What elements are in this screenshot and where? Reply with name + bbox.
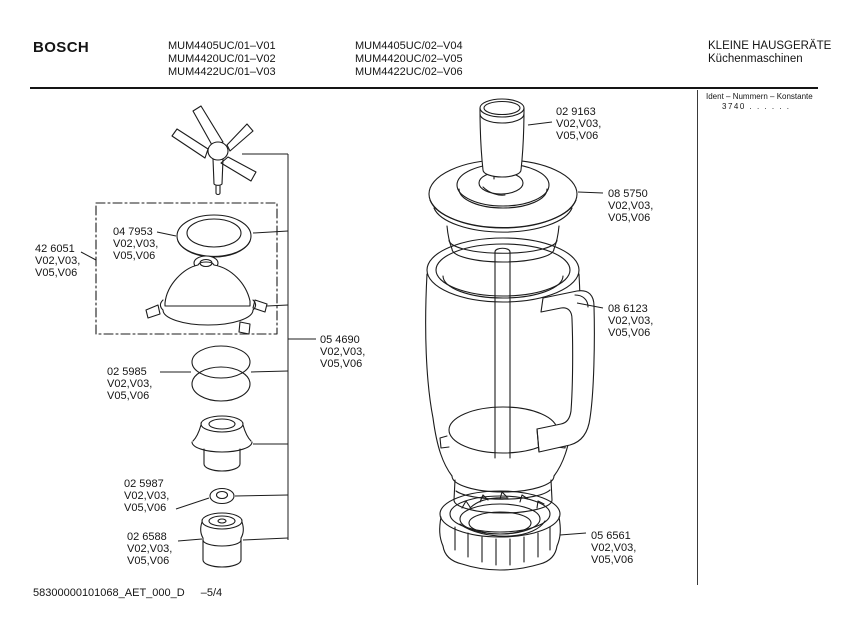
- category-line: Küchenmaschinen: [708, 53, 803, 65]
- part-variants: V05,V06: [608, 212, 651, 224]
- model-number: MUM4405UC/02–V04: [355, 40, 463, 52]
- sheet-number: –5/4: [200, 587, 223, 599]
- model-number: MUM4405UC/01–V01: [168, 40, 276, 52]
- blade-holder-drawing: [146, 256, 267, 334]
- bosch-logo: BOSCH: [33, 39, 90, 56]
- leader-lines-left: [81, 154, 316, 541]
- model-number: MUM4422UC/02–V06: [355, 66, 463, 78]
- part-variants: V02,V03,: [591, 542, 637, 554]
- part-label-08-6123: [608, 303, 653, 339]
- cone-adapter-drawing: [192, 416, 252, 471]
- part-label-02-9163: [556, 106, 601, 142]
- part-label-05-6561: [591, 530, 636, 566]
- department-line: KLEINE HAUSGERÄTE: [708, 40, 832, 52]
- part-variants: V02,V03,: [113, 238, 159, 250]
- document-id: 58300000101068_AET_000_D: [33, 587, 185, 599]
- part-variants: V05,V06: [556, 130, 599, 142]
- part-variants: V02,V03,: [608, 315, 654, 327]
- measuring-cup-drawing: [480, 99, 524, 177]
- part-variants: V02,V03,: [556, 118, 602, 130]
- part-label-02-5985: [107, 366, 152, 402]
- part-variants: V05,V06: [591, 554, 634, 566]
- sealing-ring-drawing: [177, 215, 251, 257]
- part-variants: V02,V03,: [107, 378, 153, 390]
- coupler-drawing: [201, 513, 244, 567]
- part-label-02-6588: [127, 531, 172, 567]
- base-collar-drawing: [440, 491, 561, 570]
- part-variants: V05,V06: [35, 267, 78, 279]
- part-number: 05 6561: [591, 530, 631, 542]
- part-label-02-5987: [124, 478, 169, 514]
- part-number: 02 6588: [127, 531, 167, 543]
- document-footer: [33, 587, 222, 599]
- part-number: 05 4690: [320, 334, 360, 346]
- part-variants: V05,V06: [608, 327, 651, 339]
- part-number: 42 6051: [35, 243, 75, 255]
- part-number: 08 5750: [608, 188, 648, 200]
- ident-value: 3740 . . . . . .: [722, 102, 791, 111]
- assembly-group-box: [96, 203, 277, 334]
- model-number: MUM4420UC/01–V02: [168, 53, 276, 65]
- part-variants: V05,V06: [320, 358, 363, 370]
- part-number: 02 9163: [556, 106, 596, 118]
- part-number: 08 6123: [608, 303, 648, 315]
- part-label-04-7953: [113, 226, 158, 262]
- washer-drawing: [210, 489, 234, 504]
- part-number: 02 5985: [107, 366, 147, 378]
- part-label-42-6051: [35, 243, 80, 279]
- part-label-05-4690: [320, 334, 365, 370]
- jug-drawing: [426, 238, 581, 513]
- part-variants: V05,V06: [107, 390, 150, 402]
- jug-handle-drawing: [537, 291, 594, 452]
- part-variants: V05,V06: [124, 502, 167, 514]
- part-variants: V02,V03,: [127, 543, 173, 555]
- blade-assembly-drawing: [172, 106, 256, 195]
- part-number: 04 7953: [113, 226, 153, 238]
- seal-rings-drawing: [192, 346, 250, 401]
- part-number: 02 5987: [124, 478, 164, 490]
- part-variants: V05,V06: [113, 250, 156, 262]
- part-variants: V05,V06: [127, 555, 170, 567]
- part-variants: V02,V03,: [35, 255, 81, 267]
- part-label-08-5750: [608, 188, 653, 224]
- part-variants: V02,V03,: [608, 200, 654, 212]
- part-variants: V02,V03,: [320, 346, 366, 358]
- model-number: MUM4420UC/02–V05: [355, 53, 463, 65]
- ident-title: Ident – Nummern – Konstante: [706, 92, 813, 101]
- model-number: MUM4422UC/01–V03: [168, 66, 276, 78]
- part-variants: V02,V03,: [124, 490, 170, 502]
